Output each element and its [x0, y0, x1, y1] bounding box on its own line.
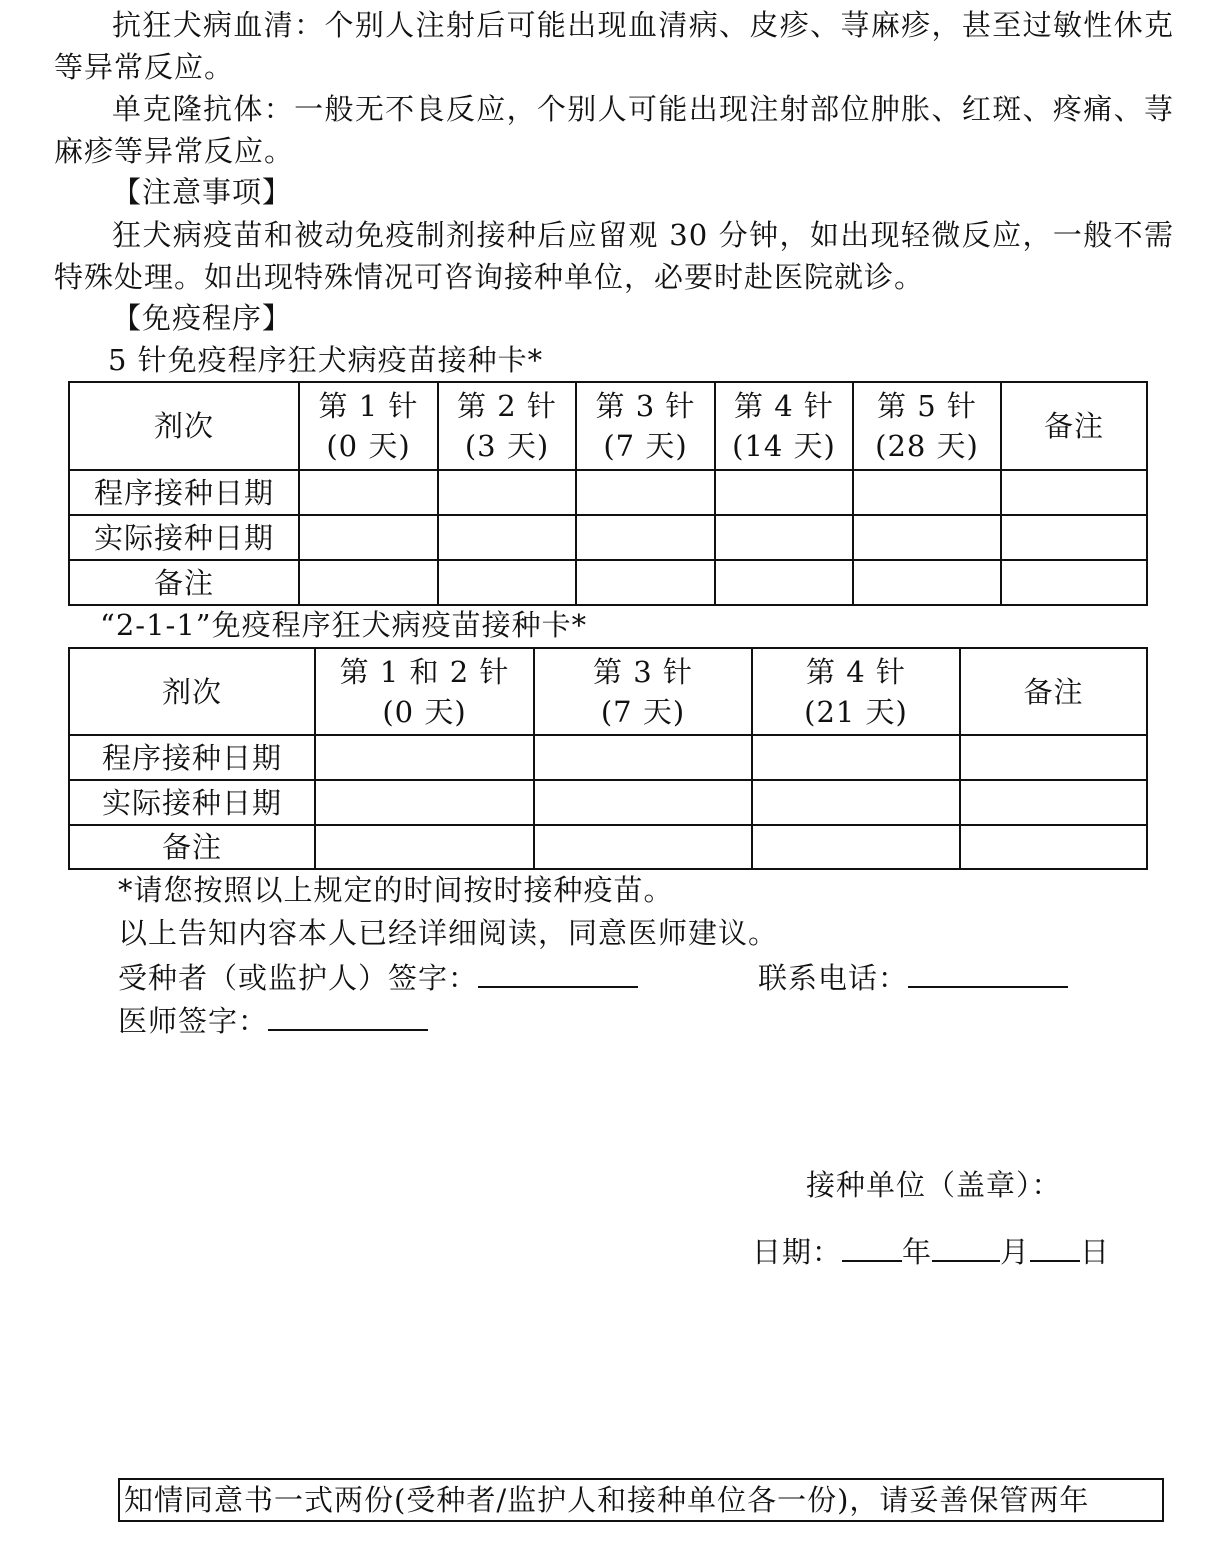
remark-cell[interactable]: [1001, 515, 1147, 560]
card211-row-actual: [69, 780, 1147, 825]
unit-stamp-label: 接种单位（盖章）：: [806, 1168, 1062, 1202]
dose-name: 第 2 针: [457, 389, 557, 423]
dose-name: 第 3 针: [593, 654, 693, 689]
bottom-notice-box: 知情同意书一式两份(受种者/监护人和接种单位各一份)，请妥善保管两年: [118, 1478, 1164, 1522]
card5-row-remark: [69, 560, 1147, 605]
date-cell[interactable]: [315, 780, 534, 825]
doctor-signature-label: 医师签字：: [118, 1004, 269, 1038]
card211-remark-header: 备注: [960, 648, 1147, 735]
row-label: 备注: [69, 560, 299, 605]
card211-row-remark: [69, 825, 1147, 869]
card5-table: [68, 381, 1148, 606]
year-field[interactable]: [842, 1230, 902, 1262]
date-label: 日期：: [752, 1235, 843, 1269]
date-cell[interactable]: [576, 470, 715, 515]
date-cell[interactable]: [299, 515, 438, 560]
consent-statement: 以上告知内容本人已经详细阅读，同意医师建议。: [118, 916, 779, 950]
card211-table: [68, 647, 1148, 870]
row-label: 备注: [69, 825, 315, 869]
year-label: 年: [902, 1235, 933, 1269]
row-label: 程序接种日期: [69, 470, 299, 515]
date-cell[interactable]: [534, 735, 752, 780]
remark-cell[interactable]: [752, 825, 960, 869]
notes-paragraph: 狂犬病疫苗和被动免疫制剂接种后应留观 30 分钟，如出现轻微反应，一般不需特殊处理。如出现特殊情况可咨询接种单位，必要时赴医院就诊。: [54, 218, 1174, 294]
phone-field[interactable]: [908, 956, 1068, 988]
dose-day: (28 天): [875, 429, 979, 463]
dose-day: (14 天): [732, 429, 836, 463]
date-cell[interactable]: [576, 515, 715, 560]
date-cell[interactable]: [715, 515, 853, 560]
dose-day: (7 天): [600, 694, 686, 729]
remark-cell[interactable]: [715, 560, 853, 605]
card211-dose-1: [315, 648, 534, 735]
date-cell[interactable]: [853, 470, 1001, 515]
recipient-signature-field[interactable]: [478, 956, 638, 988]
card5-dose-5: [853, 382, 1001, 470]
month-field[interactable]: [932, 1230, 1000, 1262]
phone-label: 联系电话：: [758, 961, 909, 995]
date-cell[interactable]: [752, 735, 960, 780]
doctor-signature-row: [118, 999, 428, 1041]
row-label: 实际接种日期: [69, 780, 315, 825]
remark-cell[interactable]: [1001, 560, 1147, 605]
remark-cell[interactable]: [315, 825, 534, 869]
remark-cell[interactable]: [960, 735, 1147, 780]
card5-title: 5 针免疫程序狂犬病疫苗接种卡*: [108, 343, 544, 377]
phone-row: [758, 956, 1068, 998]
dose-day: (0 天): [382, 694, 467, 729]
card5-row-planned: [69, 470, 1147, 515]
date-cell[interactable]: [853, 515, 1001, 560]
row-label: 实际接种日期: [69, 515, 299, 560]
card211-dose-2: [534, 648, 752, 735]
date-row: [752, 1230, 1110, 1272]
recipient-signature-label: 受种者（或监护人）签字：: [118, 961, 479, 995]
card211-dose-3: [752, 648, 960, 735]
card211-header-label: 剂次: [69, 648, 315, 735]
dose-name: 第 1 针: [318, 389, 419, 423]
doctor-signature-field[interactable]: [268, 999, 428, 1031]
remark-cell[interactable]: [576, 560, 715, 605]
card5-remark-header: 备注: [1001, 382, 1147, 470]
remark-cell[interactable]: [960, 780, 1147, 825]
notes-heading: 【注意事项】: [112, 175, 293, 209]
dose-name: 第 1 和 2 针: [339, 654, 510, 689]
card211-header-row: [69, 648, 1147, 735]
row-label: 程序接种日期: [69, 735, 315, 780]
serum-reaction-paragraph: 抗狂犬病血清：个别人注射后可能出现血清病、皮疹、荨麻疹，甚至过敏性休克等异常反应。: [54, 8, 1174, 84]
dose-name: 第 5 针: [877, 389, 977, 423]
date-cell[interactable]: [715, 470, 853, 515]
date-cell[interactable]: [438, 470, 576, 515]
card5-dose-3: [576, 382, 715, 470]
date-cell[interactable]: [752, 780, 960, 825]
card5-header-row: [69, 382, 1147, 470]
remark-cell[interactable]: [534, 825, 752, 869]
dose-day: (21 天): [804, 694, 908, 729]
remark-cell[interactable]: [438, 560, 576, 605]
dose-day: (7 天): [603, 429, 688, 463]
dose-name: 第 4 针: [734, 389, 834, 423]
card5-row-actual: [69, 515, 1147, 560]
dose-name: 第 3 针: [595, 389, 696, 423]
remark-cell[interactable]: [853, 560, 1001, 605]
footnote: *请您按照以上规定的时间按时接种疫苗。: [118, 873, 674, 907]
remark-cell[interactable]: [1001, 470, 1147, 515]
antibody-reaction-paragraph: 单克隆抗体：一般无不良反应，个别人可能出现注射部位肿胀、红斑、疼痛、荨麻疹等异常反应。: [54, 92, 1174, 168]
date-cell[interactable]: [315, 735, 534, 780]
card211-title: “2-1-1”免疫程序狂犬病疫苗接种卡*: [100, 608, 588, 642]
schedule-heading: 【免疫程序】: [112, 301, 293, 335]
day-field[interactable]: [1030, 1230, 1080, 1262]
card5-dose-2: [438, 382, 576, 470]
dose-day: (0 天): [326, 429, 411, 463]
remark-cell[interactable]: [960, 825, 1147, 869]
date-cell[interactable]: [438, 515, 576, 560]
day-label: 日: [1080, 1235, 1111, 1269]
remark-cell[interactable]: [299, 560, 438, 605]
card5-dose-4: [715, 382, 853, 470]
dose-day: (3 天): [464, 429, 550, 463]
dose-name: 第 4 针: [806, 654, 906, 689]
card5-header-label: 剂次: [69, 382, 299, 470]
month-label: 月: [1000, 1235, 1031, 1269]
recipient-signature-row: [118, 956, 638, 998]
card5-dose-1: [299, 382, 438, 470]
date-cell[interactable]: [534, 780, 752, 825]
date-cell[interactable]: [299, 470, 438, 515]
card211-row-planned: [69, 735, 1147, 780]
